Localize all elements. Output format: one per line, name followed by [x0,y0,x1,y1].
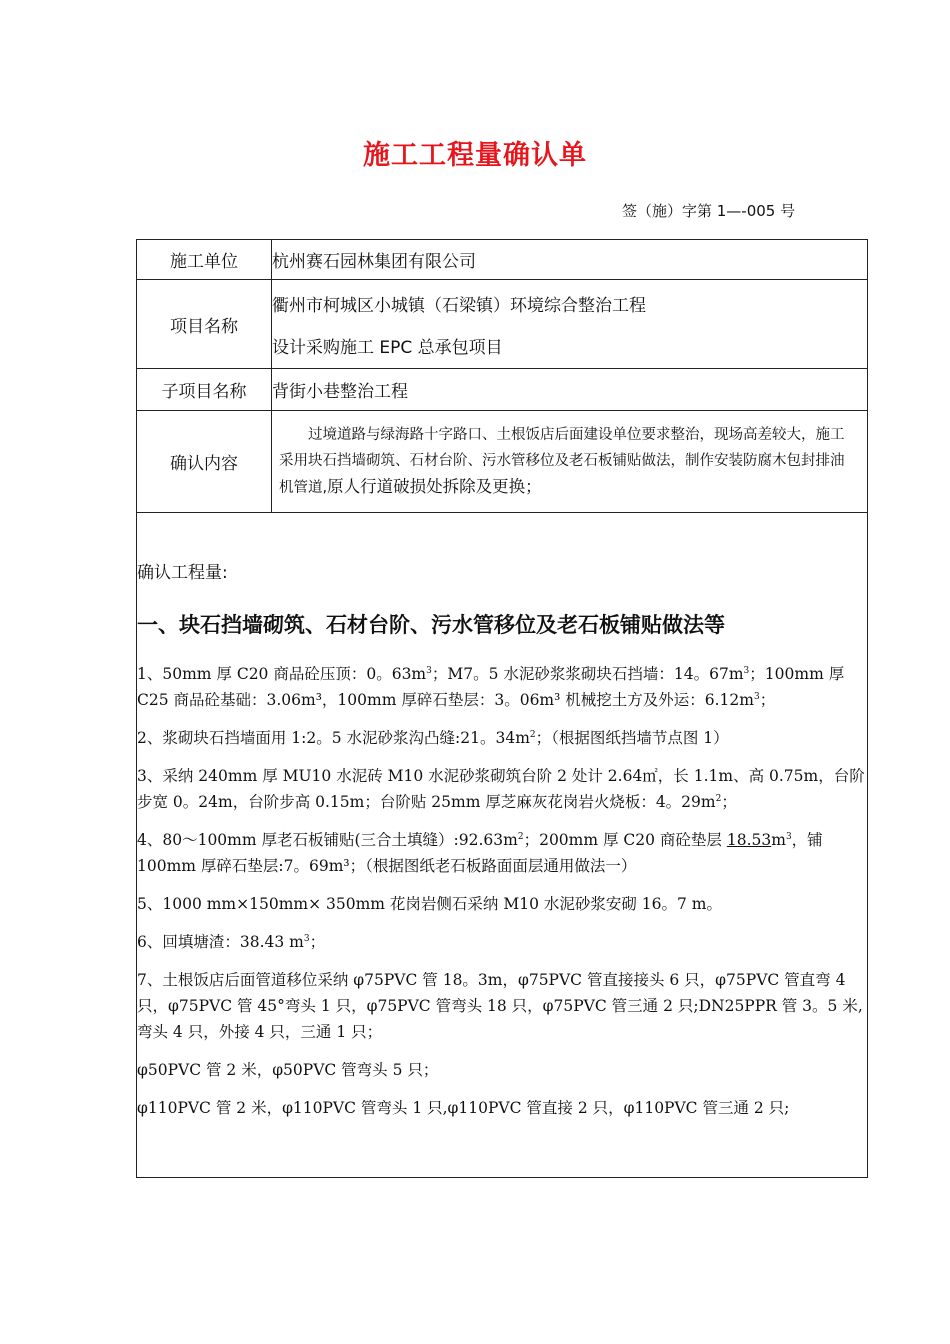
row-quantities [137,513,868,1178]
project-name-line1: 衢州市柯城区小城镇（石梁镇）环境综合整治工程 [272,295,646,316]
quantity-item-1: 1、50mm 厚 C20 商品砼压顶：0。$63m^3$；M7。5 水泥砂浆浆砌块石挡墙：14。$67m^3$；100mm 厚 C25 商品砼基础：3.06m³，100mm 厚碎石垫层：3。06m³ 机械挖土方及外运：$6.12m^3$； [137,665,845,709]
quantity-item-5: 5、1000 mm×150mm× 350mm 花岗岩侧石采纳 M10 水泥砂浆安砌 16。7 m。 [137,895,723,913]
confirmation-content-text [272,418,867,505]
quantity-item-2: 2、浆砌块石挡墙面用 1:2。5 水泥砂浆沟凸缝:21。$34m^2$；（根据图纸挡墙节点图 1） [137,729,729,747]
confirmation-form-table [136,239,868,1178]
subproject-name-value: 背街小巷整治工程 [272,369,868,411]
content-tail: 原人行道破损处拆除及更换； [327,477,542,496]
quantities-cell [137,513,868,1178]
quantities-heading: 一、块石挡墙砌筑、石材台阶、污水管移位及老石板铺贴做法等 [137,613,725,637]
project-name-label: 项目名称 [137,280,272,369]
content-main: 过境道路与绿海路十字路口、土根饭店后面建设单位要求整治，现场高差较大，施工采用块石挡墙砌筑、石材台阶、污水管移位及老石板铺贴做法，制作安装防腐木包封排油机管道, [279,427,845,496]
page-title: 施工工程量确认单 [363,140,587,171]
row-construction-unit [137,240,868,280]
project-name-value [272,280,868,369]
quantities-label: 确认工程量: [137,563,228,583]
quantity-item-4: 4、80～100mm 厚老石板铺贴(三合土填缝）$:92.63m^2$；200mm 厚 C20 商砼垫层 $18.53m^3$，铺 100mm 厚碎石垫层:7。69m³；（根据图纸老石板路面面层通用做法一） [137,831,823,875]
confirmation-content-value [272,411,868,513]
subproject-name-label: 子项目名称 [137,369,272,411]
confirmation-content-label: 确认内容 [137,411,272,513]
quantity-item-7: 7、土根饭店后面管道移位采纳 φ75PVC 管 18。3m，φ75PVC 管直接接头 6 只，φ75PVC 管直弯 4 只，φ75PVC 管 45°弯头 1 只，φ75PVC 管弯头 18 只，φ75PVC 管三通 2 只;DN25PPR 管 3。5 米,弯头 4 只，外接 4 只，三通 1 只； [137,971,863,1041]
project-name-line2: 设计采购施工 EPC 总承包项目 [272,337,503,358]
row-project-name [137,280,868,369]
quantity-item-6: 6、回填塘渣：38.43 $m^3$； [137,933,326,951]
construction-unit-label: 施工单位 [137,240,272,280]
quantity-item-9: φ110PVC 管 2 米，φ110PVC 管弯头 1 只,φ110PVC 管直接 2 只，φ110PVC 管三通 2 只; [137,1099,790,1117]
row-confirmation-content [137,411,868,513]
document-number: 签（施）字第 1—-005 号 [622,202,796,220]
construction-unit-value: 杭州赛石园林集团有限公司 [272,240,868,280]
quantity-item-8: φ50PVC 管 2 米，φ50PVC 管弯头 5 只； [137,1061,439,1079]
row-subproject-name [137,369,868,411]
quantity-item-3: 3、采纳 240mm 厚 MU10 水泥砖 M10 水泥砂浆砌筑台阶 2 处计 2.64㎡，长 1.1m、高 0.75m，台阶步宽 0。24m，台阶步高 0.15m；台阶贴 25mm 厚芝麻灰花岗岩火烧板：4。$29m^2$； [137,767,865,811]
